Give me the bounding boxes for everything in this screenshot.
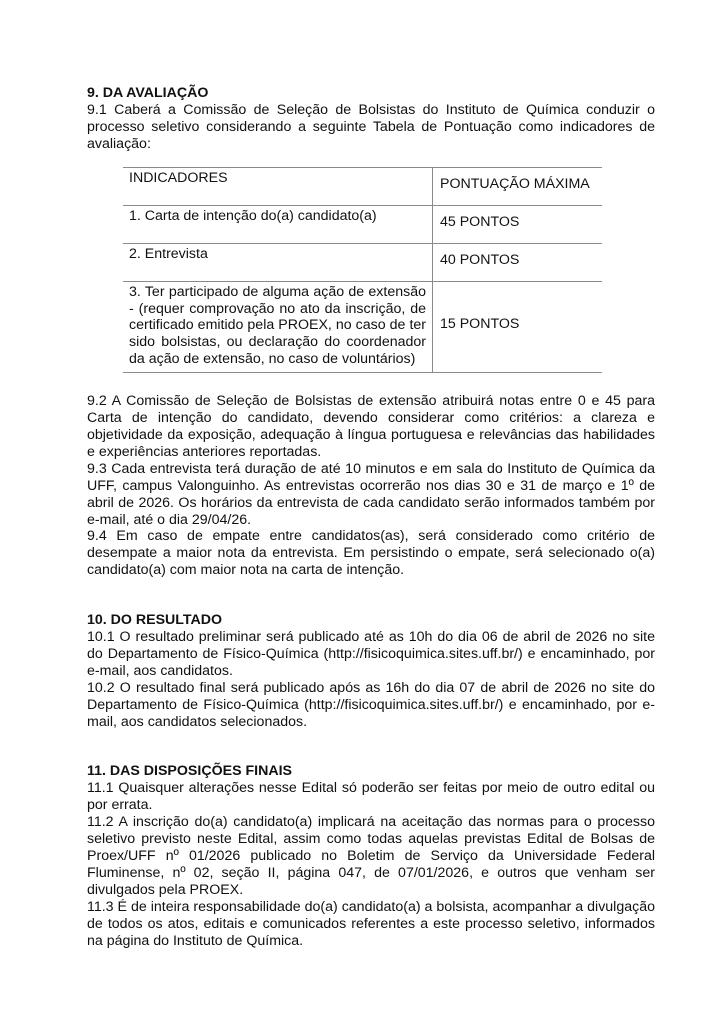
score-table	[123, 167, 602, 374]
paragraph-9-4: 9.4 Em caso de empate entre candidatos(as), será considerado como critério de desempate a maior nota da entrevista. Em persistindo o empate, será selecionado o(a) candidato(a) com maior nota na carta de intenção.	[87, 528, 655, 579]
paragraph-10-1: 10.1 O resultado preliminar será publicado até as 10h do dia 06 de abril de 2026 no site do Departamento de Físico-Química (http://fisicoquimica.sites.uff.br/) e encaminhado, por e-mail, aos candidatos.	[87, 629, 655, 679]
paragraph-9-3: 9.3 Cada entrevista terá duração de até 10 minutos e em sala do Instituto de Química da UFF, campus Valonguinho. As entrevistas ocorrerão nos dias 30 e 31 de março e 1º de abril de 2026. Os horários da entrevista de cada candidato serão informados também por e-mail, até o dia 29/04/26.	[87, 460, 655, 528]
score-table-container	[123, 167, 602, 374]
header-indicadores: INDICADORES	[123, 167, 433, 205]
indicator-cell: 3. Ter participado de alguma ação de extensão - (requer comprovação no ato da inscrição, de certificado emitido pela PROEX, no caso de ter sido bolsistas, ou declaração do coordenador da ação de extensão, no caso de voluntários)	[123, 281, 433, 373]
points-cell: 45 PONTOS	[433, 205, 603, 243]
section-heading-resultado: 10. DO RESULTADO	[87, 612, 223, 629]
points-cell: 15 PONTOS	[433, 281, 603, 373]
header-pontuacao: PONTUAÇÃO MÁXIMA	[433, 167, 603, 205]
paragraph-11-1: 11.1 Quaisquer alterações nesse Edital só poderão ser feitas por meio de outro edital ou por errata.	[87, 780, 655, 814]
section-heading-disposicoes-finais: 11. DAS DISPOSIÇÕES FINAIS	[87, 763, 292, 780]
indicator-cell: 2. Entrevista	[123, 243, 433, 281]
section-heading-avaliacao: 9. DA AVALIAÇÃO	[87, 85, 209, 101]
table-row	[123, 243, 602, 281]
paragraph-9-2: 9.2 A Comissão de Seleção de Bolsistas de extensão atribuirá notas entre 0 e 45 para Carta de intenção do candidato, devendo considerar como critérios: a clareza e objetividade da exposição, adequação à língua portuguesa e relevâncias das habilidades e experiências anteriores reportadas.	[87, 393, 655, 460]
indicator-cell: 1. Carta de intenção do(a) candidato(a)	[123, 205, 433, 243]
table-row	[123, 205, 602, 243]
table-header-row	[123, 167, 602, 205]
table-row	[123, 281, 602, 373]
paragraph-11-3: 11.3 É de inteira responsabilidade do(a) candidato(a) a bolsista, acompanhar a divulgação de todos os atos, editais e comunicados referentes a este processo seletivo, informados na página do Instituto de Química.	[87, 898, 655, 949]
paragraph-11-2: 11.2 A inscrição do(a) candidato(a) implicará na aceitação das normas para o processo seletivo previsto neste Edital, assim como todas aquelas previstas Edital de Bolsas de Proex/UFF nº 01/2026 publicado no Boletim de Serviço da Universidade Federal Fluminense, nº 02, seção II, página 047, de 07/01/2026, e outros que venham ser divulgados pela PROEX.	[87, 814, 655, 898]
document-page	[87, 85, 655, 949]
paragraph-10-2: 10.2 O resultado final será publicado após as 16h do dia 07 de abril de 2026 no site do Departamento de Físico-Química (http://fisicoquimica.sites.uff.br/) e encaminhado, por e-mail, aos candidatos selecionados.	[87, 679, 655, 730]
points-cell: 40 PONTOS	[433, 243, 603, 281]
paragraph-9-1: 9.1 Caberá a Comissão de Seleção de Bolsistas do Instituto de Química conduzir o processo seletivo considerando a seguinte Tabela de Pontuação como indicadores de avaliação:	[87, 101, 655, 152]
